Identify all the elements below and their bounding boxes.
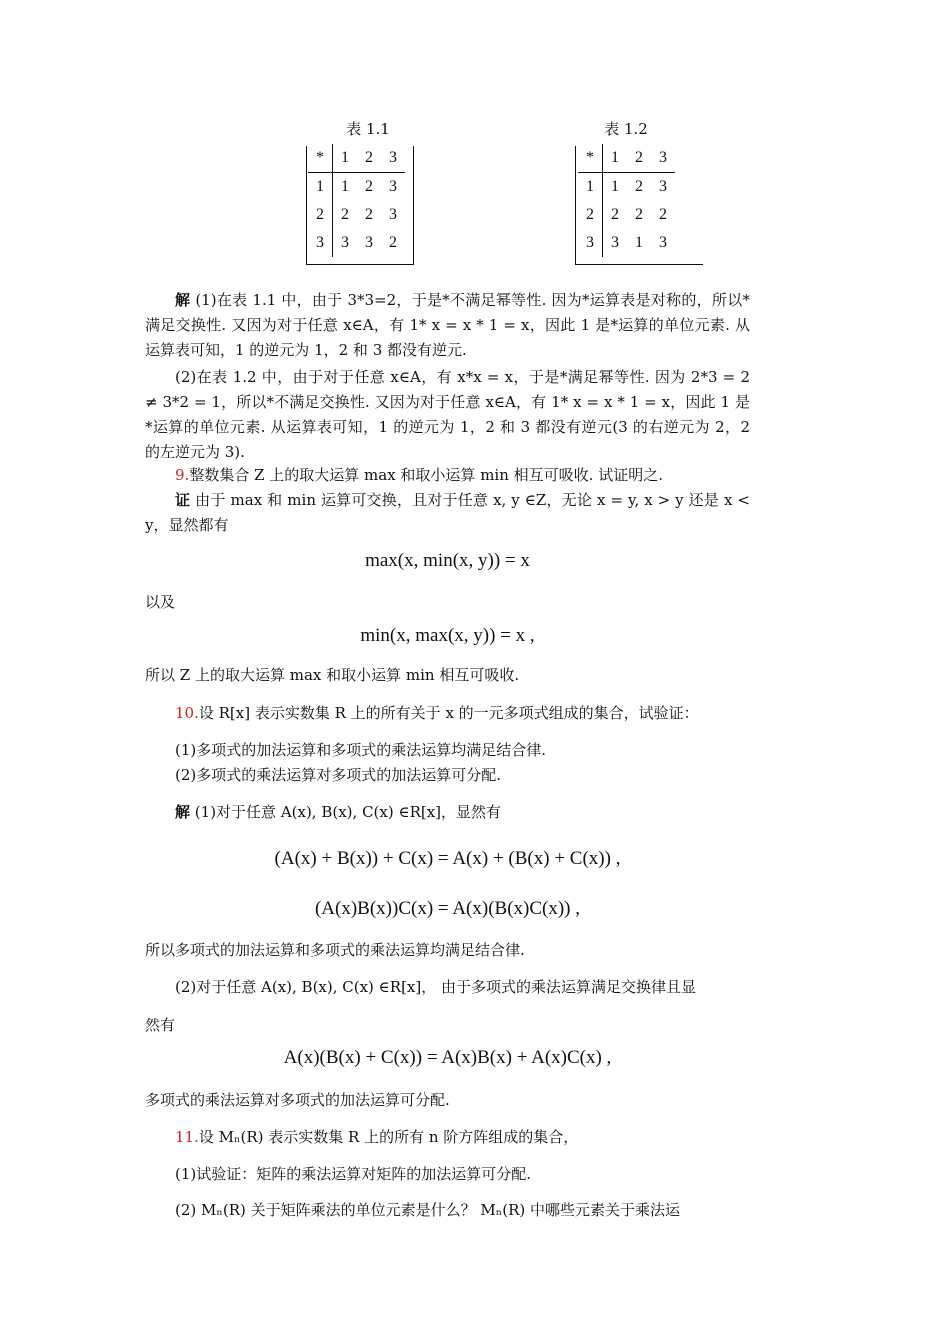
- paragraph-text: (1)对于任意 A(x), B(x), C(x) ∈R[x]，显然有: [194, 803, 502, 821]
- solution-paragraph-3: [145, 800, 750, 825]
- question-10: [145, 701, 750, 726]
- table-cell: 1: [578, 173, 603, 202]
- table-cell: 1: [635, 234, 643, 251]
- paragraph-conclusion-10a: 所以多项式的加法运算和多项式的乘法运算均满足结合律.: [145, 941, 525, 959]
- table-row: [308, 229, 405, 257]
- solution-label: 解: [175, 803, 191, 821]
- proof-paragraph: [145, 488, 750, 538]
- solution-paragraph-4-cont: 然有: [145, 1016, 176, 1034]
- table-cell: 3: [659, 234, 667, 251]
- table-cell: 3: [365, 234, 373, 251]
- table-1-1: [308, 144, 405, 257]
- table-cell: 2: [389, 234, 397, 251]
- table-1-2: [578, 144, 675, 257]
- table-cell: 2: [627, 144, 651, 173]
- equation-4: (A(x)B(x))C(x) = A(x)(B(x)C(x)) ,: [314, 898, 581, 919]
- paragraph-text: (1)在表 1.1 中，由于 3*3=2，于是*不满足幂等性. 因为*运算表是对称的，所以*满足交换性. 又因为对于任意 x∈A，有 1* x = x * 1 = x，因此 1 是*运算的单位元素. 从运算表可知，1 的逆元为 1，2 和 3 都没有逆元.: [145, 291, 750, 359]
- table-cell: 3: [389, 178, 397, 195]
- equation-3: (A(x) + B(x)) + C(x) = A(x) + (B(x) + C(x)) ,: [274, 848, 621, 869]
- table-cell: 2: [357, 144, 381, 173]
- solution-label: 解: [175, 291, 191, 309]
- table-header-row: [578, 144, 675, 173]
- table-header-row: [308, 144, 405, 173]
- table-cell: 3: [389, 206, 397, 223]
- equation-5: A(x)(B(x) + C(x)) = A(x)B(x) + A(x)C(x) ,: [283, 1047, 612, 1068]
- question-text: 设 Mₙ(R) 表示实数集 R 上的所有 n 阶方阵组成的集合，: [198, 1128, 579, 1146]
- table-cell: 2: [341, 206, 349, 223]
- table-row: [578, 229, 675, 257]
- table-1-1-caption: 表 1.1: [346, 120, 390, 138]
- paragraph-conclusion-10b: 多项式的乘法运算对多项式的加法运算可分配.: [145, 1091, 450, 1109]
- question-text: 设 R[x] 表示实数集 R 上的所有关于 x 的一元多项式组成的集合，试验证：: [198, 704, 699, 722]
- table-row: [578, 201, 675, 229]
- table-cell: 2: [659, 206, 667, 223]
- table-cell: 3: [659, 178, 667, 195]
- question-10-part-1: (1)多项式的加法运算和多项式的乘法运算均满足结合律.: [175, 741, 547, 759]
- table-row: [578, 173, 675, 202]
- table-cell: 2: [365, 178, 373, 195]
- table-cell: *: [308, 144, 333, 173]
- paragraph-yiji: 以及: [145, 593, 176, 611]
- table-cell: 3: [651, 144, 675, 173]
- question-number: 11.: [175, 1128, 199, 1146]
- table-cell: 2: [308, 201, 333, 229]
- table-cell: *: [578, 144, 603, 173]
- question-text: 整数集合 Z 上的取大运算 max 和取小运算 min 相互可吸收. 试证明之.: [189, 466, 663, 484]
- table-cell: 3: [381, 144, 405, 173]
- solution-paragraph-2: (2)在表 1.2 中，由于对于任意 x∈A，有 x*x = x，于是*满足幂等性. 因为 2*3 = 2 ≠ 3*2 = 1，所以*不满足交换性. 又因为对于任意 x∈A，有 1* x = x * 1 = x，因此 1 是*运算的单位元素. 从运算表可知，1 的逆元为 1，2 和 3 都没有逆元(3 的右逆元为 2，2 的左逆元为 3).: [145, 368, 750, 461]
- equation-1: max(x, min(x, y)) = x: [365, 550, 530, 571]
- table-cell: 1: [603, 144, 628, 173]
- table-cell: 1: [611, 178, 619, 195]
- table-row: [308, 173, 405, 202]
- table-cell: 2: [635, 178, 643, 195]
- table-cell: 1: [341, 178, 349, 195]
- question-11-part-1: (1)试验证：矩阵的乘法运算对矩阵的加法运算可分配.: [175, 1165, 532, 1183]
- table-cell: 3: [611, 234, 619, 251]
- question-number: 10.: [175, 704, 199, 722]
- proof-label: 证: [175, 491, 191, 509]
- question-11-part-2: (2) Mₙ(R) 关于矩阵乘法的单位元素是什么？ Mₙ(R) 中哪些元素关于乘法运: [175, 1201, 681, 1219]
- table-cell: 1: [333, 144, 358, 173]
- table-row: [308, 201, 405, 229]
- question-number: 9.: [175, 466, 190, 484]
- table-cell: 2: [578, 201, 603, 229]
- question-9: [145, 463, 750, 488]
- paragraph-conclusion-9: 所以 Z 上的取大运算 max 和取小运算 min 相互可吸收.: [145, 666, 520, 684]
- equation-2: min(x, max(x, y)) = x ,: [360, 625, 535, 646]
- table-cell: 3: [341, 234, 349, 251]
- paragraph-text: 由于 max 和 min 运算可交换，且对于任意 x, y ∈Z，无论 x = y, x > y 还是 x < y，显然都有: [145, 491, 750, 534]
- table-cell: 2: [635, 206, 643, 223]
- table-1-2-caption: 表 1.2: [604, 120, 648, 138]
- question-10-part-2: (2)多项式的乘法运算对多项式的加法运算可分配.: [175, 766, 502, 784]
- table-cell: 3: [578, 229, 603, 257]
- table-cell: 2: [365, 206, 373, 223]
- table-cell: 2: [611, 206, 619, 223]
- solution-paragraph-1: [145, 288, 750, 363]
- table-cell: 1: [308, 173, 333, 202]
- question-11: [145, 1125, 750, 1150]
- table-cell: 3: [308, 229, 333, 257]
- solution-paragraph-4: (2)对于任意 A(x), B(x), C(x) ∈R[x]， 由于多项式的乘法运算满足交换律且显: [175, 978, 697, 996]
